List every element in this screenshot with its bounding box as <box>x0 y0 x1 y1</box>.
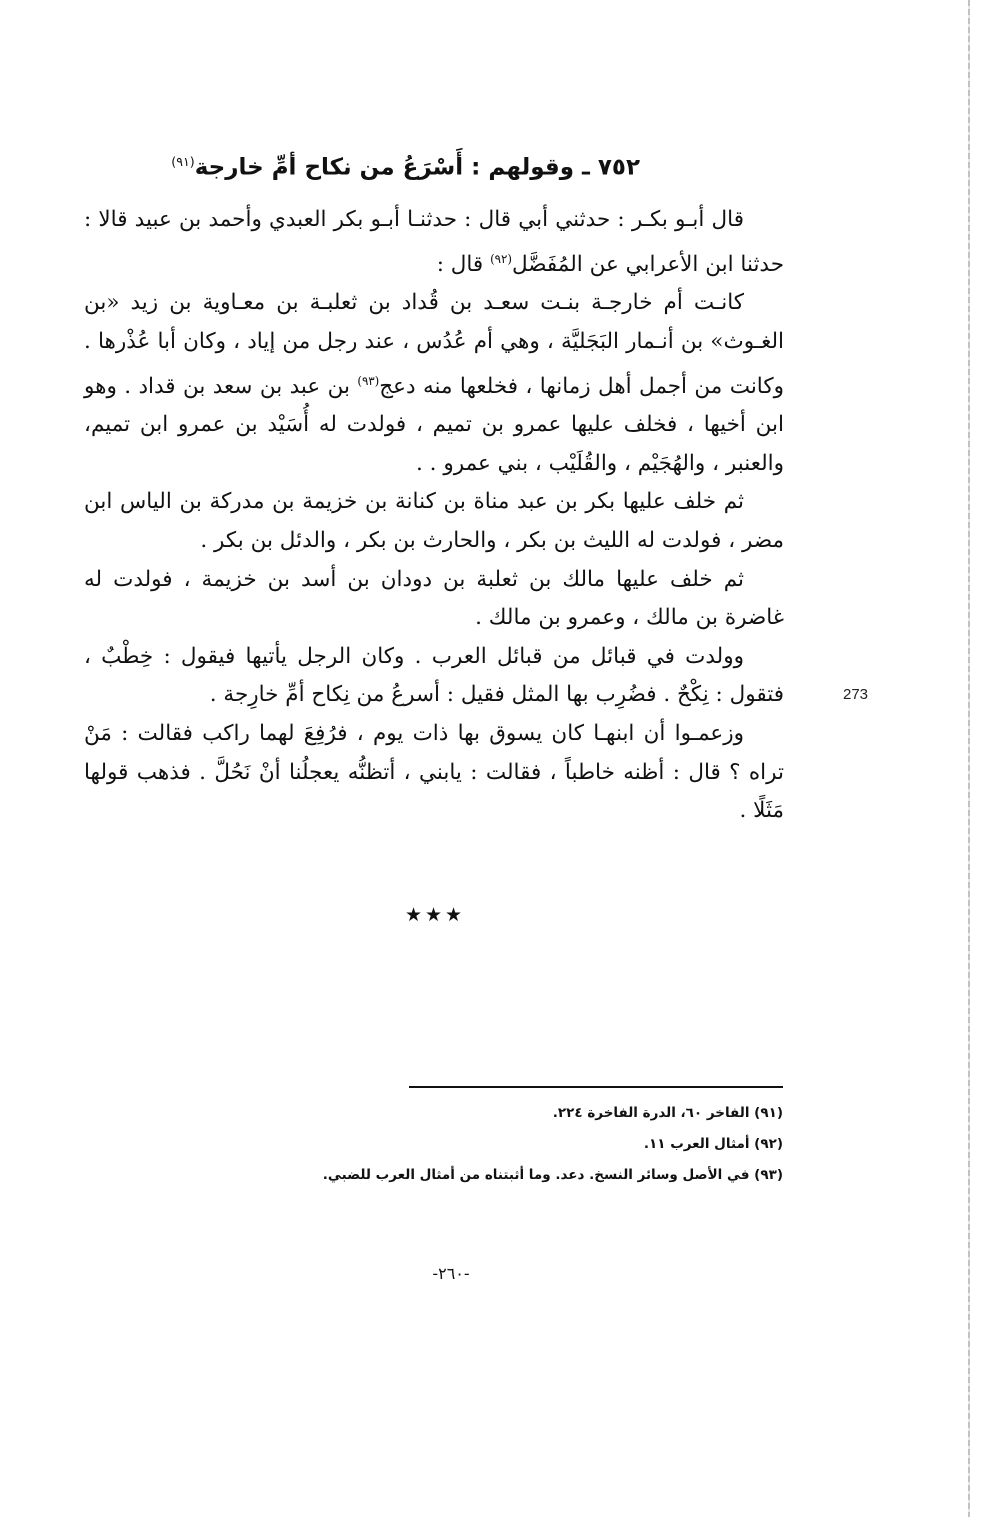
paragraph-isnad-end: قال : <box>436 251 491 277</box>
entry-heading <box>171 144 640 186</box>
paragraph-um-kharija <box>84 284 784 483</box>
margin-page-reference: 273 <box>843 686 869 703</box>
paragraph-um-kharija-end: بن عبد بن سعد بن قداد . وهو ابن أخيها ، فخلف عليها عمرو بن تميم ، فولدت له أُسَيْد بن عمرو ابن تميم، والعنبر ، والهُجَيْم ، والقُلَيْب ، بني عمرو . . <box>84 373 784 476</box>
footnote-rule <box>409 1086 783 1088</box>
page-number: -٢٦٠- <box>432 1264 470 1283</box>
paragraph-isnad <box>84 201 784 284</box>
paragraph-malik: ثم خلف عليها مالك بن ثعلبة بن دودان بن أسد بن خزيمة ، فولدت له غاضرة بن مالك ، وعمرو بن مالك . <box>84 566 784 631</box>
footnote-91: (٩١) الفاخر ٦٠، الدرة الفاخرة ٢٢٤. <box>552 1105 783 1121</box>
footnotes <box>322 1098 783 1191</box>
section-separator-stars: ★★★ <box>404 904 466 926</box>
scan-edge-line <box>968 0 970 1517</box>
paragraph-isnad-text: قال أبـو بكـر : حدثني أبي قال : حدثنـا أبـو بكر العبدي وأحمد بن عبيد قالا : حدثنا ابن الأعرابي عن المُفَضَّل <box>84 207 784 277</box>
paragraph-son-story: وزعمـوا أن ابنهـا كان يسوق بها ذات يوم ، فرُفِعَ لهما راكب فقالت : مَنْ تراه ؟ قال : أظنه خاطباً ، فقالت : يابني ، أتظنُّه يعجلُنا أنْ نَحُلَّ . فذهب قولها مَثَلًا . <box>84 721 784 824</box>
entry-body <box>84 201 784 831</box>
footnote-ref-92: (٩٢) <box>490 251 512 266</box>
paragraph-bakr: ثم خلف عليها بكر بن عبد مناة بن كنانة بن خزيمة بن مدركة بن الياس ابن مضر ، فولدت له الليث بن بكر ، والحارث بن بكر ، والدئل بن بكر . <box>84 489 784 554</box>
heading-footnote-ref: (٩١) <box>171 154 195 169</box>
paragraph-proverb-origin: وولدت في قبائل من قبائل العرب . وكان الرجل يأتيها فيقول : خِطْبٌ ، فتقول : نِكْحٌ . فضُرِب بها المثل فقيل : أسرعُ من نِكاح أمِّ خارِجة . <box>84 643 784 708</box>
paragraph-um-kharija-text: كانـت أم خارجـة بنـت سعـد بن قُداد بن ثعلبـة بن معـاوية بن زيد «بن الغـوث» بن أنـمار البَجَليَّة ، وهي أم عُدُس ، عند رجل من إياد ، وكان أبا عُذْرها . وكانت من أجمل أهل زمانها ، فخلعها منه دعج <box>84 290 784 399</box>
footnote-93: (٩٣) في الأصل وسائر النسخ. دعد. وما أثبتناه من أمثال العرب للضبي. <box>322 1167 783 1183</box>
heading-text: ٧٥٢ ـ وقولهم : أَسْرَعُ من نكاح أمِّ خارجة <box>194 154 640 181</box>
footnote-ref-93: (٩٣) <box>357 373 380 388</box>
footnote-92: (٩٢) أمثال العرب ١١. <box>643 1136 783 1152</box>
